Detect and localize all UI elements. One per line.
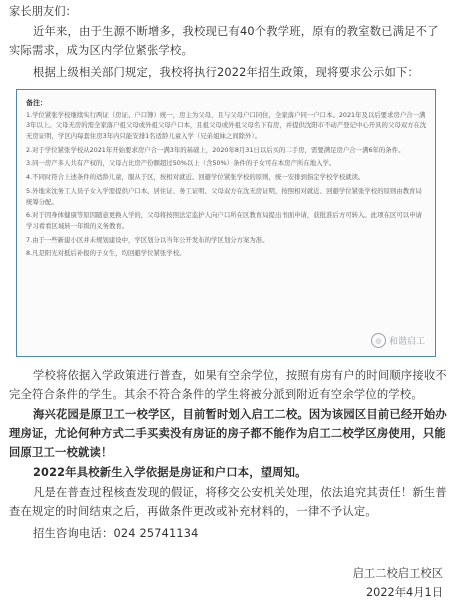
notice-title: 备注： — [26, 99, 47, 107]
signature: 启工二校启工校区 — [352, 567, 443, 580]
basis-paragraph: 2022年具校新生入学依据是房证和户口本，望周知。 — [33, 466, 307, 479]
notice-item: 7.由于一些新建小区并未规划建设中，学区划分以当年公开发布的学区划分方案为准。 — [26, 235, 269, 244]
notice-item: 3.同一房产多人共有产权的，父母占比房产份额超过50%以上（含50%）条件的子女可在本房产所在地入学。 — [26, 159, 336, 168]
phone-label: 招生咨询电话： — [33, 527, 114, 540]
notice-item: 6.对于因身体健康等原因随意更换入学的，父母将按照法定监护人向户口所在区教育局提出书面申请，获批准后方可转入。此项在区可以申请学习看看区域转一年级的义务教育。 — [26, 211, 422, 230]
watermark-text: 和谐启工 — [388, 337, 425, 347]
notice-item: 2.对于学位紧张学校从2021年开始要求房户合一满3年的基础上，2020年8月31日以后买的二手房，需要满足房户合一满6年的条件。 — [26, 145, 405, 154]
fraud-paragraph: 凡是在普查过程核查发现的假证，将移交公安机关处理，依法追究其责任！新生普查在规定的时间结束之后，再做条件更改或补充材料的，一律不予认定。 — [9, 486, 447, 518]
phone-number: 024 25741134 — [113, 527, 199, 540]
wechat-logo-icon: ◎ — [371, 333, 386, 348]
intro-paragraph: 近年来，由于生源不断增多，我校现已有40个教学班，原有的教室数已满足不了实际需求，成为区内学位紧张学校。 — [9, 25, 439, 57]
greeting: 家长朋友们： — [9, 5, 77, 18]
notice-item: 1.学位紧张学校继续实行两证（房证、户口簿）统一，房主为父母，且与父母户口同住，全家落户同一户口本。2021年及以后要求房户合一满3年以上。父母无房的需全家落户祖父母或外祖父母户口本，且祖父母或外祖父母名下有房，并提供沈阳市不动产登记中心开具的父母双方在沈无房证明，学区内每套住房3年内只能安排1名适龄儿童入学（兄弟姐妹之间除外）。 — [26, 110, 427, 140]
notice-content — [26, 98, 428, 262]
haixing-paragraph: 海兴花园是原卫工一校学区，目前暂时划入启工二校。因为该园区目前已经开始办理房证，尤论何种方式二手买卖没有房证的房子都不能作为启工二校学区房使用，只能回原卫工一校就读！ — [9, 408, 447, 459]
notice-item: 5.外地来沈务工人员子女入学需提供户口本、居住证、务工证明、父母双方在沈无房证明，按照相对就近、回避学位紧张学校的原则由教育局统筹分配。 — [26, 186, 422, 206]
watermark — [371, 333, 425, 348]
review-paragraph: 学校将依据入学政策进行普查，如果有空余学位，按照有房有户的时间顺序接收不完全符合条件的学生。其余不符合条件的学生将被分派到附近有空余学位的学校。 — [9, 369, 447, 401]
phone-line — [9, 524, 449, 543]
policy-intro: 根据上级相关部门规定，我校将执行2022年招生政策，现将要求公示如下： — [33, 66, 419, 79]
notice-item: 4.不同时符合上述条件的适龄儿童，服从于区，按相对就近、回避学位紧张学校的原则，统一安排到指定学校学校就读。 — [26, 173, 365, 182]
notice-box — [16, 89, 436, 357]
date: 2022年4月1日 — [365, 586, 443, 599]
notice-item: 8.凡是阳光对抵后补报的子女生，均回避学位紧张学校。 — [26, 249, 186, 258]
